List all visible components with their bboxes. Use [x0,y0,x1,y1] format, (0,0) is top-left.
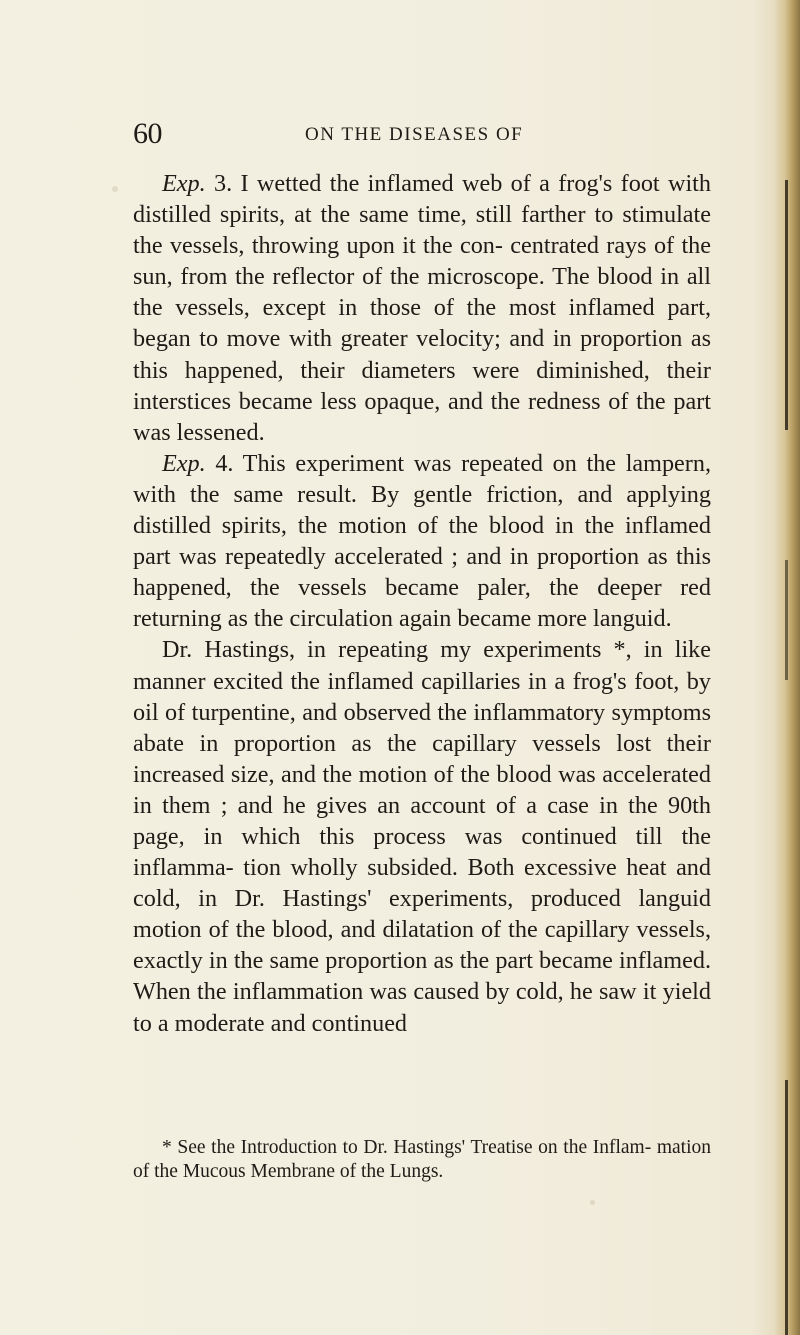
running-title: ON THE DISEASES OF [305,124,524,145]
experiment-label: Exp. [162,170,206,197]
paper-speck [112,186,118,192]
paper-speck [590,1200,595,1205]
footnote [133,1136,711,1184]
paragraph-hastings [133,634,711,1038]
body-text [133,168,711,1039]
paragraph-exp-4 [133,448,711,635]
paragraph-text: Dr. Hastings, in repeating my experiments *, in like manner excited the inflamed capillaries in a frog's foot, by oil of turpentine, and observed the inflammatory symptoms abate in proportion as the capillary vessels lost their increased size, and the motion of the blood was accelerated in them ; and he gives an account of a case in the 90th page, in which this process was continued till the inflamma- tion wholly subsided. Both excessive heat and cold, in Dr. Hastings' experiments, produced languid motion of the blood, and dilatation of the capillary vessels, exactly in the same proportion as the part became inflamed. When the inflammation was caused by cold, he saw it yield to a moderate and continued [133,636,711,1037]
binding-edge-mark [785,1080,788,1335]
experiment-label: Exp. [162,449,206,477]
page-edge-shadow [774,0,800,1335]
binding-edge-mark [785,560,788,680]
footnote-text: * See the Introduction to Dr. Hastings' Treatise on the Inflam- mation of the Mucous Membrane of the Lungs. [133,1137,711,1182]
binding-edge-mark [785,180,788,430]
paragraph-text: 4. This experiment was repeated on the lampern, with the same result. By gentle friction, and applying distilled spirits, the motion of the blood in the inflamed part was repeatedly accelerated ; and in proportion as this happened, the vessels became paler, the deeper red returning as the circulation again became more languid. [133,449,711,633]
running-header [133,116,763,156]
paragraph-exp-3 [133,168,711,448]
paragraph-text: 3. I wetted the inflamed web of a frog's foot with distilled spirits, at the same time, still farther to stimulate the vessels, throwing upon it the con- centrated rays of the sun, from the reflector of the microscope. The blood in all the vessels, except in those of the most inflamed part, began to move with greater velocity; and in proportion as this happened, their diameters were diminished, their interstices became less opaque, and the redness of the part was lessened. [133,170,711,446]
page-number: 60 [133,117,162,150]
